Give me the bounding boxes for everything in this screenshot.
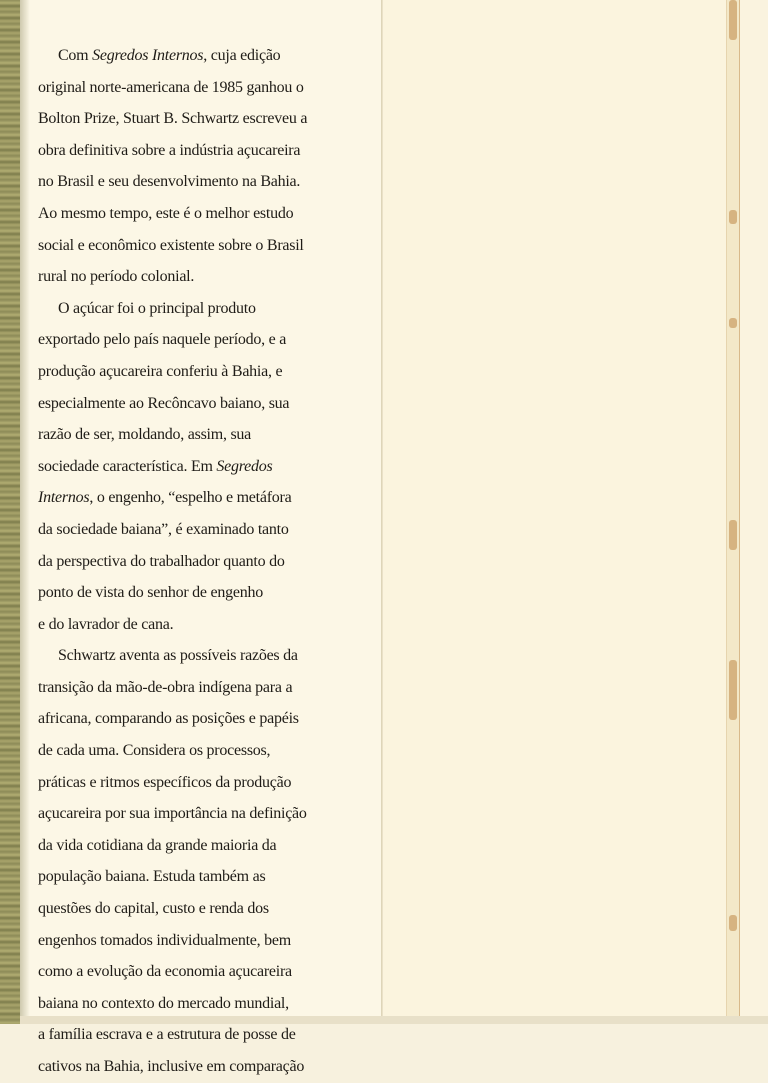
text-run: rural no período colonial.	[38, 268, 195, 286]
text-run: Com	[58, 47, 93, 64]
text-run: da perspectiva do trabalhador quanto do	[38, 552, 285, 570]
text-line	[38, 103, 344, 135]
text-line	[38, 1051, 344, 1083]
text-run: original norte-americana de 1985 ganhou o	[38, 78, 304, 96]
text-run: população baiana. Estuda também as	[38, 868, 266, 886]
torn-page-edge	[726, 0, 741, 1024]
text-line	[38, 198, 344, 230]
text-run: no Brasil e seu desenvolvimento na Bahia.	[38, 173, 301, 191]
text-line	[38, 388, 344, 420]
text-line	[38, 798, 344, 830]
text-line	[38, 324, 344, 356]
text-line	[38, 672, 344, 704]
text-line	[38, 735, 344, 767]
text-run: ponto de vista do senhor de engenho	[38, 584, 263, 602]
text-line	[38, 767, 344, 799]
flap-text-block	[38, 40, 344, 1083]
text-run: de cada uma. Considera os processos,	[38, 742, 271, 760]
text-run: cativos na Bahia, inclusive em comparação	[38, 1058, 305, 1075]
text-line	[38, 514, 344, 546]
text-line	[38, 261, 344, 293]
text-run: especialmente ao Recôncavo baiano, sua	[38, 394, 290, 412]
text-line	[38, 546, 344, 578]
text-line	[38, 166, 344, 198]
text-line	[38, 988, 344, 1020]
text-run: , cuja edição	[203, 47, 281, 64]
text-run: produção açucareira conferiu à Bahia, e	[38, 362, 283, 380]
text-run: baiana no contexto do mercado mundial,	[38, 994, 289, 1012]
text-run: práticas e ritmos específicos da produção	[38, 773, 292, 791]
text-run: sociedade característica. Em	[38, 457, 217, 475]
text-run: Ao mesmo tempo, este é o melhor estudo	[38, 204, 294, 222]
text-run: exportado pelo país naquele período, e a	[38, 331, 287, 349]
text-line	[38, 72, 344, 104]
italic-title-run: Internos	[38, 489, 90, 507]
text-line	[38, 451, 344, 483]
text-run: açucareira por sua importância na definição	[38, 805, 307, 823]
text-line	[38, 830, 344, 862]
spine-shadow	[20, 0, 30, 1024]
text-run: razão de ser, moldando, assim, sua	[38, 426, 252, 444]
text-line	[38, 956, 344, 988]
text-line	[38, 293, 344, 325]
text-run: e do lavrador de cana.	[38, 615, 174, 633]
text-run: questões do capital, custo e renda dos	[38, 900, 269, 918]
paragraph	[38, 40, 344, 293]
italic-title-run: Segredos	[216, 457, 273, 475]
text-line	[38, 135, 344, 167]
paragraph	[38, 640, 344, 1082]
text-run: engenhos tomados individualmente, bem	[38, 931, 291, 949]
text-line	[38, 482, 344, 514]
text-run: Schwartz aventa as possíveis razões da	[58, 647, 298, 665]
text-run: da vida cotidiana da grande maioria da	[38, 836, 277, 854]
edge-stain	[729, 915, 737, 931]
text-run: , o engenho, “espelho e metáfora	[89, 489, 292, 507]
edge-stain	[729, 0, 737, 40]
text-run: africana, comparando as posições e papéis	[38, 710, 299, 728]
edge-stain	[729, 660, 737, 720]
text-line	[38, 609, 344, 641]
text-run: a família escrava e a estrutura de posse de	[38, 1026, 296, 1044]
text-line	[38, 577, 344, 609]
spine-edge	[0, 0, 20, 1024]
edge-stain	[729, 318, 737, 328]
text-line	[38, 861, 344, 893]
edge-stain	[729, 210, 737, 224]
edge-stain	[729, 520, 737, 550]
text-run: transição da mão-de-obra indígena para a	[38, 678, 293, 696]
text-run: social e econômico existente sobre o Brasil	[38, 236, 304, 254]
text-line	[38, 40, 344, 72]
italic-title-run: Segredos Internos	[92, 47, 204, 64]
text-line	[38, 356, 344, 388]
text-run: da sociedade baiana”, é examinado tanto	[38, 520, 289, 538]
paragraph	[38, 293, 344, 641]
text-run: como a evolução da economia açucareira	[38, 963, 292, 981]
text-line	[38, 893, 344, 925]
text-line	[38, 230, 344, 262]
blank-inner-page	[383, 0, 731, 1024]
text-line	[38, 1019, 344, 1051]
text-run: O açúcar foi o principal produto	[58, 299, 256, 317]
text-line	[38, 703, 344, 735]
text-line	[38, 419, 344, 451]
text-line	[38, 925, 344, 957]
text-line	[38, 640, 344, 672]
outer-page-strip	[740, 0, 768, 1024]
text-run: obra definitiva sobre a indústria açucareira	[38, 141, 301, 159]
text-run: Bolton Prize, Stuart B. Schwartz escreveu a	[38, 110, 308, 128]
